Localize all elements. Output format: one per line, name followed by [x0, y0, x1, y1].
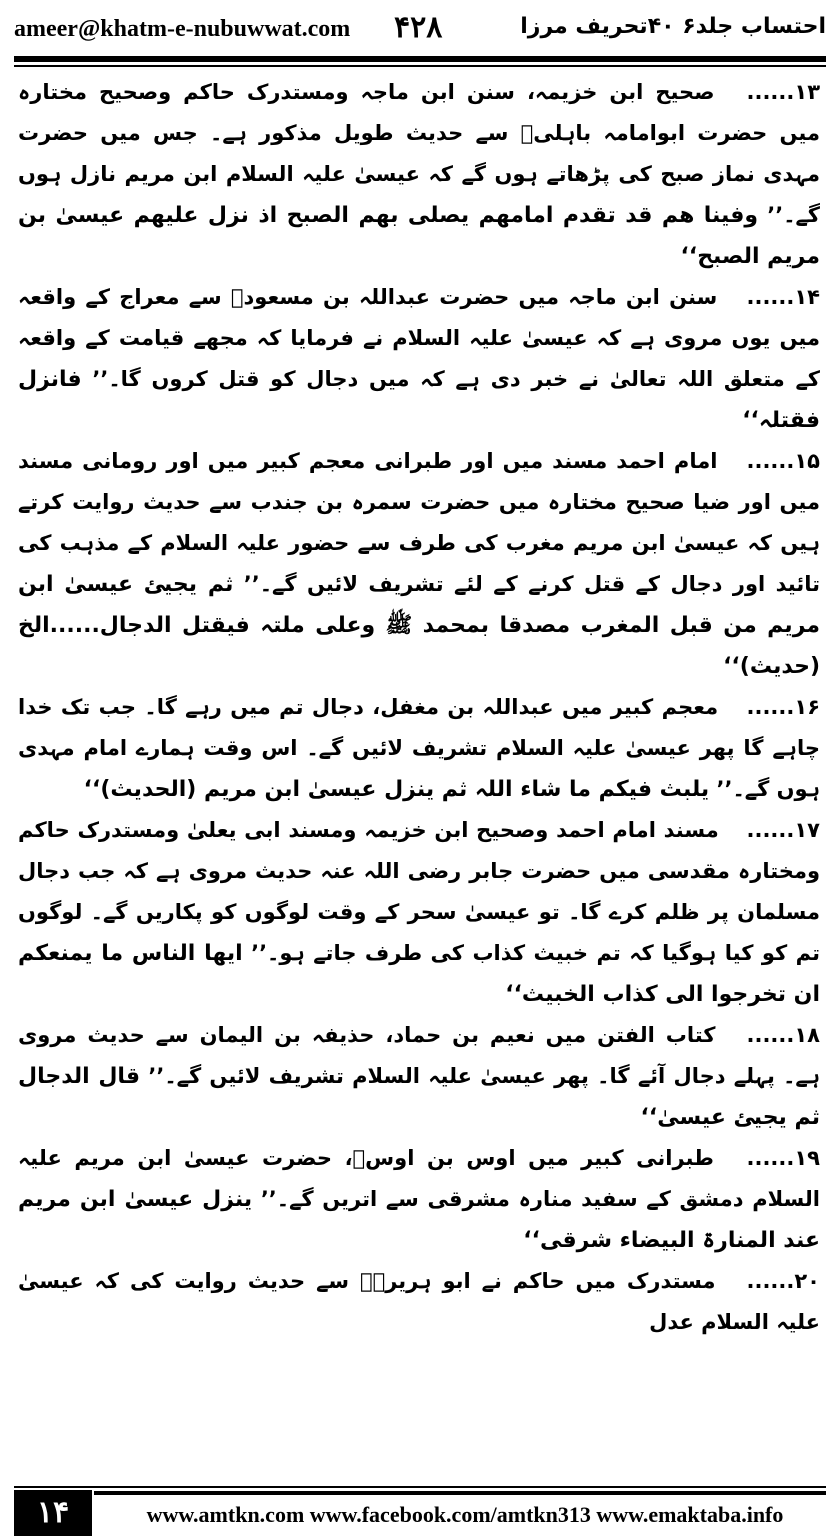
paragraph-text: معجم کبیر میں عبداللہ بن مغفل، دجال تم میں رہے گا۔ جب تک خدا چاہے گا پھر عیسیٰ علیہ السلام تشریف لائیں گے۔ اس وقت ہمارے امام مہدی ہوں گے۔’’ — [18, 695, 820, 801]
paragraph-15 — [18, 441, 820, 687]
footer-rule-thick — [94, 1491, 826, 1495]
paragraph-20 — [18, 1261, 820, 1343]
paragraph-number: ۱۹...... — [746, 1146, 820, 1170]
paragraph-13 — [18, 72, 820, 277]
paragraph-text: صحیح ابن خزیمہ، سنن ابن ماجہ ومستدرک حاکم وصحیح مختارہ میں حضرت ابوامامہ باہلیؓ سے حدیث طویل مذکور ہے۔ جس میں حضرت مہدی نماز صبح کی پڑھاتے ہوں گے کہ عیسیٰ علیہ السلام ابن مریم نازل ہوں گے۔’’ — [18, 80, 820, 227]
footer-links: www.amtkn.com www.facebook.com/amtkn313 www.emaktaba.info — [146, 1502, 784, 1527]
header-rule-thick — [14, 56, 826, 62]
header-title: احتساب جلد۶ ۴۰تحریف مرزا — [520, 14, 826, 39]
paragraph-number: ۱۴...... — [746, 285, 820, 309]
paragraph-number: ۱۳...... — [746, 80, 820, 104]
paragraph-16 — [18, 687, 820, 810]
arabic-quote: یلبث فیکم ما شاء اللہ ثم ینزل عیسیٰ ابن مریم (الحدیث)‘‘ — [83, 777, 710, 802]
paragraph-text: امام احمد مسند میں اور طبرانی معجم کبیر میں اور رومانی مسند میں اور ضیا صحیح مختارہ میں حضرت سمرہ بن جندب سے حدیث روایت کرتے ہیں کہ عیسیٰ ابن مریم مغرب کی طرف سے حضور علیہ السلام کے مذہب کی تائید اور دجال کے قتل کرنے کے لئے تشریف لائیں گے۔’’ — [18, 449, 820, 596]
arabic-quote: فانزل فقتلہ‘‘ — [18, 367, 820, 433]
paragraph-text: کتاب الفتن میں نعیم بن حماد، حذیفہ بن الیمان سے حدیث مروی ہے۔ پہلے دجال آئے گا۔ پھر عیسیٰ علیہ السلام تشریف لائیں گے۔’’ — [18, 1023, 820, 1088]
header-page-number: ۴۲۸ — [394, 10, 443, 45]
paragraph-14 — [18, 277, 820, 441]
arabic-quote: ینزل عیسیٰ ابن مریم عند المنارۃ البیضاء شرقی‘‘ — [18, 1187, 820, 1253]
arabic-quote: وفینا ھم قد تقدم امامھم یصلی بھم الصبح اذ نزل علیھم عیسیٰ بن مریم الصبح‘‘ — [18, 203, 820, 269]
paragraph-19 — [18, 1138, 820, 1261]
page-body — [18, 72, 820, 1477]
arabic-quote: قال الدجال ثم یجیئ عیسیٰ‘‘ — [18, 1064, 820, 1130]
paragraph-number: ۱۷...... — [746, 818, 820, 842]
paragraph-text: طبرانی کبیر میں اوس بن اوسؓ، حضرت عیسیٰ ابن مریم علیہ السلام دمشق کے سفید منارہ مشرقی سے اتریں گے۔’’ — [18, 1146, 820, 1211]
page-header — [14, 12, 826, 52]
paragraph-number: ۲۰...... — [746, 1269, 820, 1293]
header-email: ameer@khatm-e-nubuwwat.com — [14, 16, 351, 42]
paragraph-number: ۱۶...... — [746, 695, 820, 719]
paragraph-text: مسند امام احمد وصحیح ابن خزیمہ ومسند ابی یعلیٰ ومستدرک حاکم ومختارہ مقدسی میں حضرت جابر رضی اللہ عنہ حدیث مروی ہے کہ جب دجال مسلمان پر ظلم کرے گا۔ تو عیسیٰ سحر کے وقت لوگوں کو پکاریں گے۔ لوگوں تم کو کیا ہوگیا کہ تم خبیث کذاب کی طرف جاتے ہو۔’’ — [18, 818, 820, 965]
paragraph-text: سنن ابن ماجہ میں حضرت عبداللہ بن مسعودؓ سے معراج کے واقعہ میں یوں مروی ہے کہ عیسیٰ علیہ السلام نے فرمایا کہ مجھے قیامت کے واقعہ کے متعلق اللہ تعالیٰ نے خبر دی ہے کہ میں دجال کو قتل کروں گا۔’’ — [18, 285, 820, 391]
paragraph-number: ۱۵...... — [746, 449, 820, 473]
footer-page-box: ۱۴ — [14, 1490, 92, 1536]
paragraph-17 — [18, 810, 820, 1015]
paragraph-18 — [18, 1015, 820, 1138]
header-rule-thin — [14, 65, 826, 67]
paragraph-number: ۱۸...... — [746, 1023, 820, 1047]
paragraph-text: مستدرک میں حاکم نے ابو ہریرہؓ سے حدیث روایت کی کہ عیسیٰ علیہ السلام عدل — [18, 1269, 820, 1334]
arabic-quote: ثم یجیئ عیسیٰ ابن مریم من قبل المغرب مصدقا بمحمد ﷺ وعلی ملتہ فیقتل الدجال......الخ (حدیث)‘‘ — [18, 572, 820, 679]
arabic-quote: ایھا الناس ما یمنعکم ان تخرجوا الی کذاب الخبیث‘‘ — [18, 941, 820, 1007]
footer-rule — [14, 1486, 826, 1488]
